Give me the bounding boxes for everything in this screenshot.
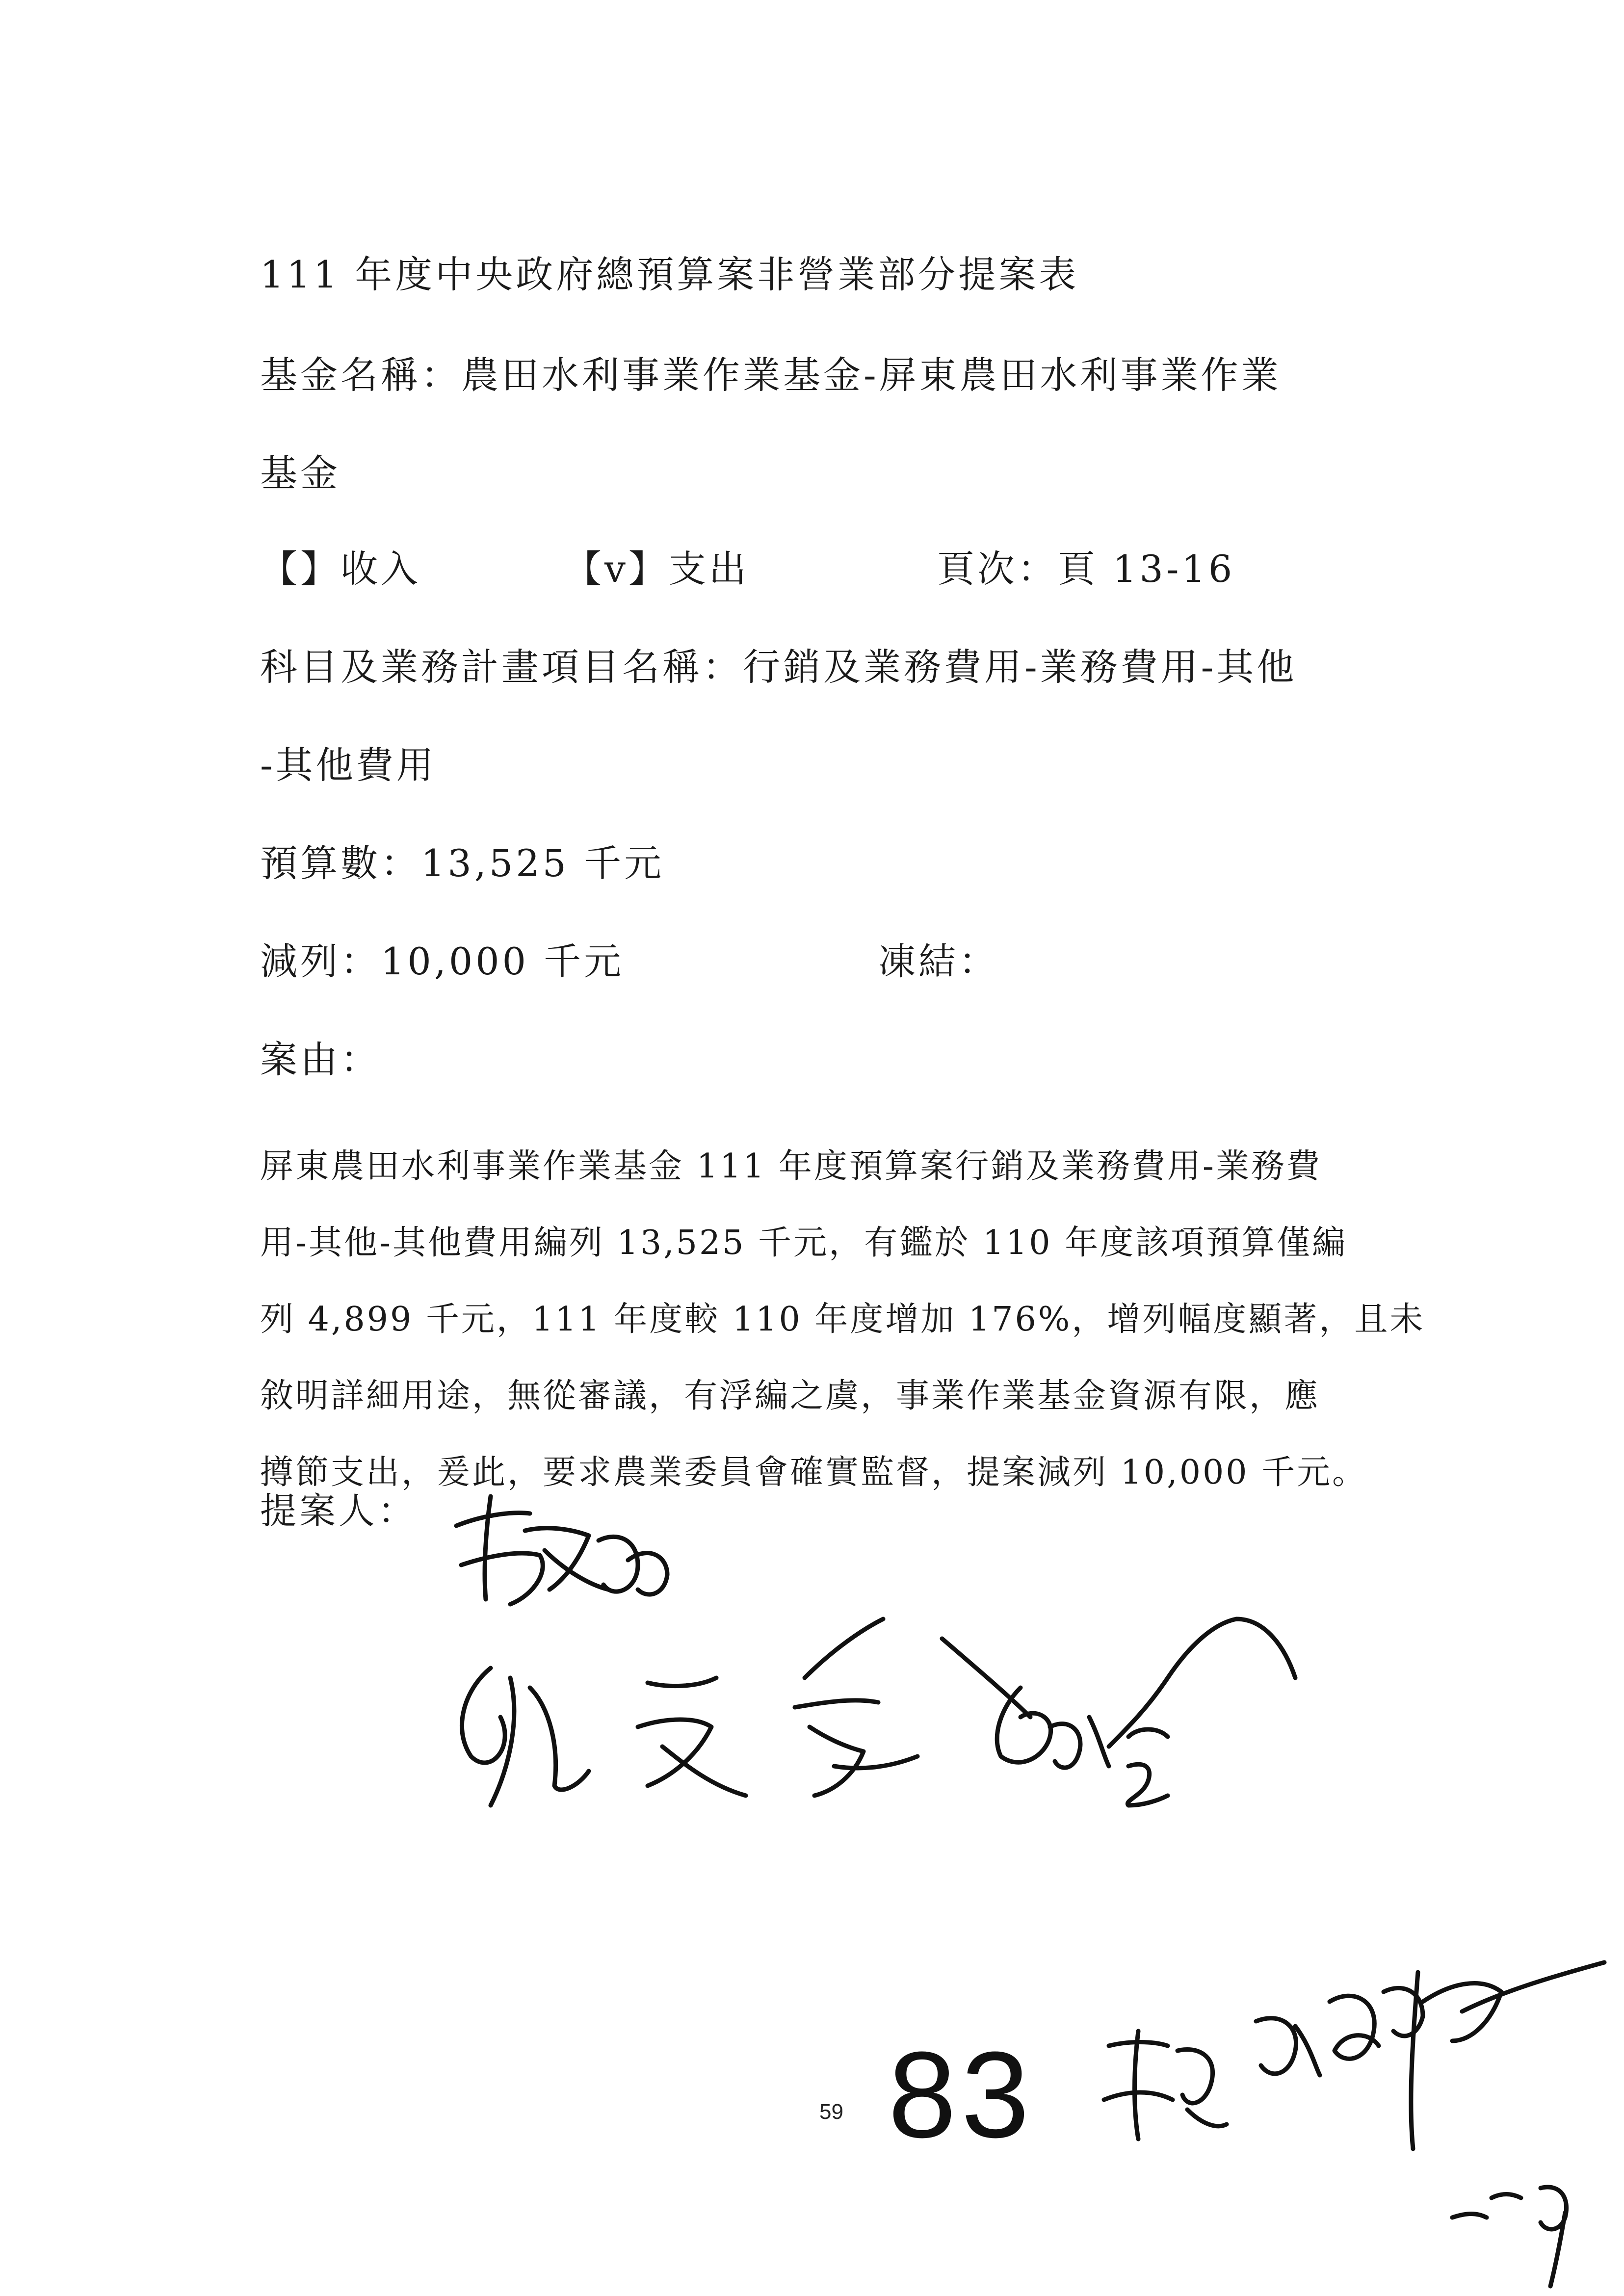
reason-line: 列 4,899 千元，111 年度較 110 年度增加 176%，增列幅度顯著，且未 bbox=[260, 1300, 1425, 1339]
reason-line: 用-其他-其他費用編列 13,525 千元，有鑑於 110 年度該項預算僅編 bbox=[260, 1224, 1348, 1262]
cut-amount: 減列：10,000 千元 bbox=[260, 939, 625, 983]
freeze-amount: 凍結： bbox=[878, 939, 999, 983]
reason-text bbox=[260, 1128, 1425, 1511]
fund-name-line-2: 基金 bbox=[260, 451, 341, 495]
fund-name-line-1: 基金名稱：農田水利事業作業基金-屏東農田水利事業作業 bbox=[260, 353, 1282, 397]
signature-1 bbox=[456, 1496, 667, 1604]
reason-line: 屏東農田水利事業作業基金 111 年度預算案行銷及業務費用-業務費 bbox=[260, 1147, 1322, 1186]
reason-label: 案由： bbox=[260, 1038, 381, 1081]
item-name-line-1: 科目及業務計畫項目名稱：行銷及業務費用-業務費用-其他 bbox=[260, 645, 1297, 689]
reason-line: 敘明詳細用途，無從審議，有浮編之虞，事業作業基金資源有限，應 bbox=[260, 1377, 1320, 1415]
form-title: 111 年度中央政府總預算案非營業部分提案表 bbox=[260, 253, 1079, 296]
page-reference: 頁次：頁 13-16 bbox=[937, 547, 1235, 591]
signature-3 bbox=[942, 1619, 1295, 1805]
proposer-label: 提案人： bbox=[260, 1490, 417, 1532]
item-name-line-2: -其他費用 bbox=[260, 743, 437, 787]
handwritten-number: 83 bbox=[888, 2026, 1035, 2163]
budget-amount: 預算數：13,525 千元 bbox=[260, 841, 665, 885]
income-checkbox-label: 【】收入 bbox=[260, 547, 421, 591]
reason-line: 撙節支出，爰此，要求農業委員會確實監督，提案減列 10,000 千元。 bbox=[260, 1453, 1368, 1492]
expense-checkbox-label: 【v】支出 bbox=[564, 547, 749, 591]
handwritten-note bbox=[1104, 1962, 1604, 2286]
signature-2 bbox=[462, 1619, 917, 1805]
page-number: 59 bbox=[819, 2100, 843, 2124]
